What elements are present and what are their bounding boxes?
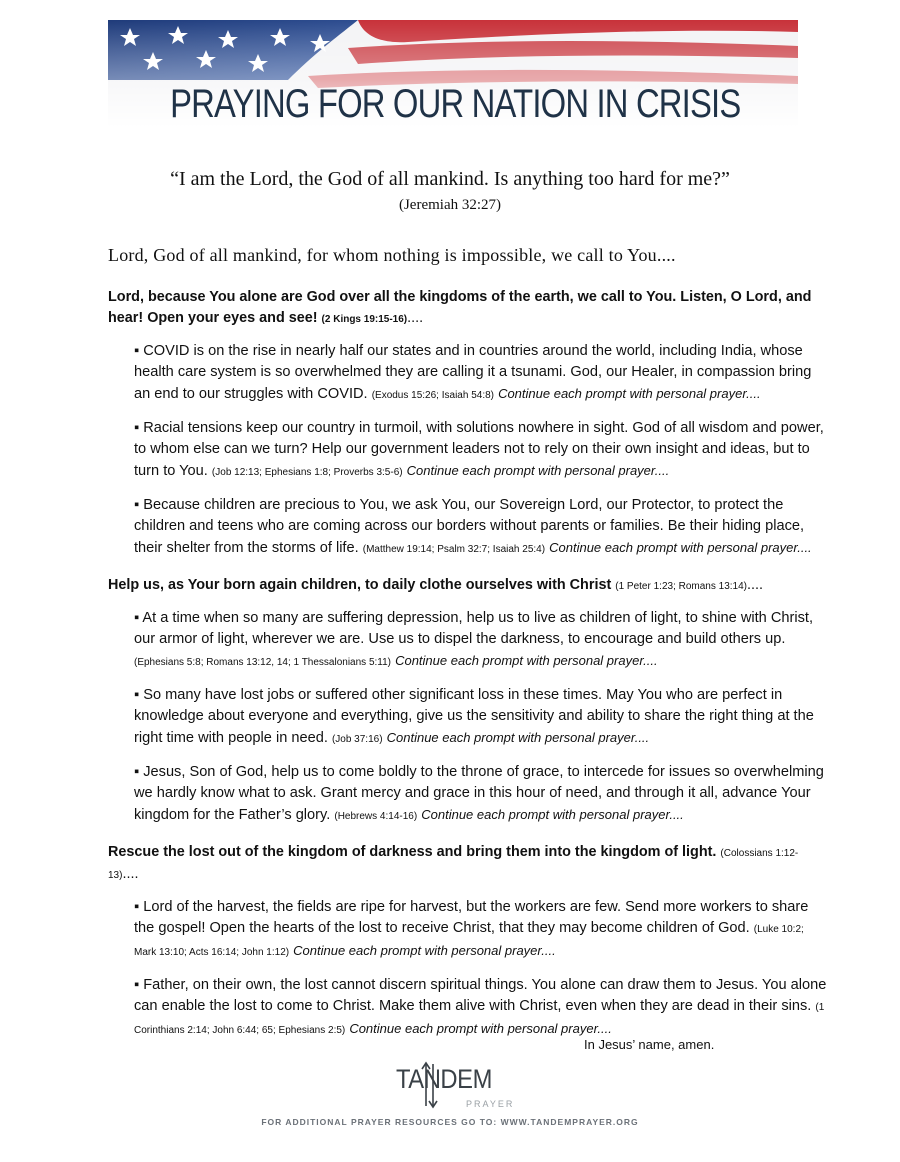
continue-note: Continue each prompt with personal prayer.... — [386, 730, 650, 745]
continue-note: Continue each prompt with personal prayer.... — [406, 463, 670, 478]
section-heading: Help us, as Your born again children, to daily clothe ourselves with Christ (1 Peter 1:23; Romans 13:14).... — [108, 577, 763, 593]
verse-reference: (Jeremiah 32:27) — [398, 197, 502, 213]
scripture-ref: (Ephesians 5:8; Romans 13:12, 14; 1 Thessalonians 5:11) — [134, 657, 392, 668]
arrows-icon — [420, 1060, 440, 1112]
scripture-ref: (Luke 10:2; Mark 13:10; Acts 16:14; John 1:12) — [134, 924, 804, 958]
continue-note: Continue each prompt with personal prayer.... — [421, 807, 684, 822]
scripture-ref: (Matthew 19:14; Psalm 32:7; Isaiah 25:4) — [362, 544, 546, 555]
scripture-ref: (Job 12:13; Ephesians 1:8; Proverbs 3:5-6) — [211, 467, 403, 478]
scripture-ref: (1 Peter 1:23; Romans 13:14) — [615, 581, 747, 592]
scripture-ref: (Job 37:16) — [331, 734, 383, 745]
banner-title: PRAYING FOR OUR NATION IN CRISIS — [170, 82, 741, 126]
logo-wordmark: TANDEM — [396, 1064, 492, 1094]
scripture-ref: (1 Corinthians 2:14; John 6:44; 65; Ephesians 2:5) — [134, 1002, 825, 1036]
prayer-prompt: ▪ COVID is on the rise in nearly half our states and in countries around the world, including India, whose health care system is so overwhelmed they are calling it a tsunami. God, our Healer, in compassion bring an end to our struggles with COVID. (Exodus 15:26; Isaiah 54:8) Continue each prompt with personal prayer.... — [134, 343, 812, 402]
scripture-ref: (Colossians 1:12-13) — [108, 848, 799, 881]
prayer-prompt: ▪ Jesus, Son of God, help us to come boldly to the throne of grace, to intercede for issues so overwhelming we hardly know what to ask. Grant mercy and grace in this hour of need, and through it all, advance Your kingdom for the Father’s glory. (Hebrews 4:14-16) Continue each prompt with personal prayer.... — [134, 764, 824, 823]
closing-line: In Jesus’ name, amen. — [584, 1037, 715, 1052]
scripture-ref: (Exodus 15:26; Isaiah 54:8) — [371, 390, 494, 401]
header-banner — [108, 20, 798, 128]
prayer-prompt: ▪ Racial tensions keep our country in turmoil, with solutions nowhere in sight. God of all wisdom and power, to whom else can we turn? Help our government leaders not to rely on their own insight and ideas, but to turn to You. (Job 12:13; Ephesians 1:8; Proverbs 3:5-6) Continue each prompt with personal prayer.... — [134, 420, 824, 479]
section-1 — [108, 287, 828, 560]
verse-quote: “I am the Lord, the God of all mankind. Is anything too hard for me?” — [170, 168, 730, 190]
continue-note: Continue each prompt with personal prayer.... — [549, 540, 812, 555]
prayer-prompt: ▪ Father, on their own, the lost cannot discern spiritual things. You alone can draw them to Jesus. You alone can enable the lost to come to Christ. Make them alive with Christ, even when they are dead in their sins. (1 Corinthians 2:14; John 6:44; 65; Ephesians 2:5) Continue each prompt with personal prayer.... — [134, 977, 827, 1036]
intro-line: Lord, God of all mankind, for whom nothing is impossible, we call to You.... — [108, 245, 676, 265]
prayer-prompt: ▪ At a time when so many are suffering depression, help us to live as children of light, to shine with Christ, our armor of light, wherever we are. Use us to dispel the darkness, to encourage and build others up. (Ephesians 5:8; Romans 13:12, 14; 1 Thessalonians 5:11) Continue each prompt with personal prayer.... — [134, 610, 813, 668]
section-heading: Rescue the lost out of the kingdom of darkness and bring them into the kingdom of light. (Colossians 1:12-13).... — [108, 844, 799, 882]
section-2 — [108, 575, 828, 827]
section-heading: Lord, because You alone are God over all the kingdoms of the earth, we call to You. Listen, O Lord, and hear! Open your eyes and see! (2 Kings 19:15-16).... — [108, 289, 812, 326]
scripture-ref: (Hebrews 4:14-16) — [334, 811, 418, 822]
prayer-prompt: ▪ Lord of the harvest, the fields are ripe for harvest, but the workers are few. Send more workers to share the gospel! Open the hearts of the lost to receive Christ, that they may become children of God. (Luke 10:2; Mark 13:10; Acts 16:14; John 1:12) Continue each prompt with personal prayer.... — [134, 899, 809, 958]
tandem-logo — [396, 1060, 516, 1112]
scripture-ref: (2 Kings 19:15-16) — [321, 314, 408, 325]
continue-note: Continue each prompt with personal prayer.... — [293, 943, 556, 958]
section-3 — [108, 842, 828, 1041]
prayer-prompt: ▪ Because children are precious to You, we ask You, our Sovereign Lord, our Protector, to protect the children and teens who are coming across our borders without parents or families. Be their hiding place, their shelter from the storms of life. (Matthew 19:14; Psalm 32:7; Isaiah 25:4) Continue each prompt with personal prayer.... — [134, 497, 812, 556]
continue-note: Continue each prompt with personal prayer.... — [349, 1021, 612, 1036]
continue-note: Continue each prompt with personal prayer.... — [395, 653, 658, 668]
footer-link: FOR ADDITIONAL PRAYER RESOURCES GO TO: WWW.TANDEMPRAYER.ORG — [261, 1117, 639, 1127]
logo-subtitle: PRAYER — [466, 1099, 515, 1109]
prayer-prompt: ▪ So many have lost jobs or suffered other significant loss in these times. May You who are perfect in knowledge about everyone and everything, give us the sensitivity and ability to share the right thing at the right time with people in need. (Job 37:16) Continue each prompt with personal prayer.... — [134, 687, 814, 746]
continue-note: Continue each prompt with personal prayer.... — [498, 386, 761, 401]
prayer-content — [108, 287, 828, 1056]
